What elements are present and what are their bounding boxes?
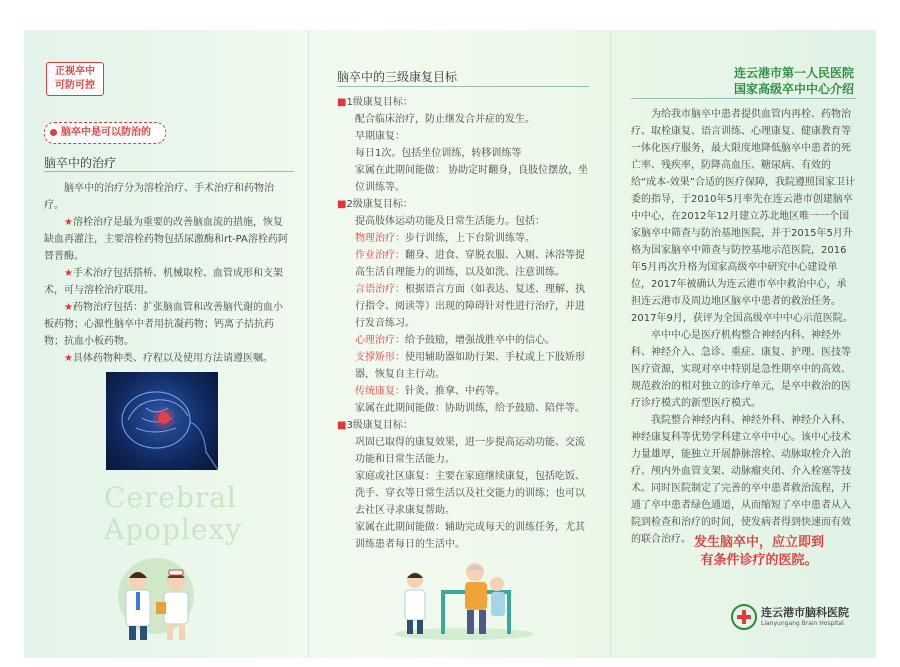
bullet-dot-icon: ■: [337, 420, 347, 431]
callout-line-2: 有条件诊疗的医院。: [700, 553, 818, 568]
level-2-head: ■2级康复目标：: [337, 199, 413, 210]
level-1-head: ■1级康复目标：: [337, 97, 413, 108]
intro-paragraph-3: 我院整合神经内科、神经外科、神经介入科、神经康复科等优势学科建立卒中中心。该中心技术力量雄厚，能独立开展静脉溶栓、动脉取栓介入治疗、颅内外血管支架、动脉瘤夹闭、介入栓塞等技术。同时医院制定了完善的卒中患者救治流程，开通了卒中患者绿色通道，从而缩短了卒中患者从入院到检查和治疗的时间，使发病者得到快速而有效的联合治疗。: [631, 415, 851, 545]
bullet-dot-icon: ■: [337, 97, 347, 108]
title-underline: [631, 98, 856, 99]
apoplexy-word: Apoplexy: [104, 513, 243, 546]
level-2-item-psych: 心理治疗：给予鼓励，增强战胜卒中的信心。: [355, 335, 555, 346]
middle-title-underline: [337, 86, 589, 87]
middle-panel: [309, 30, 610, 658]
level-2-home: 家属在此期间能做：协助训练，给予鼓励、陪伴等。: [355, 403, 585, 414]
badge: [46, 62, 104, 96]
level-2-intro: 提高肢体运动功能及日常生活能力。包括：: [355, 216, 545, 227]
star-icon: ★: [64, 302, 73, 313]
level-2-item-speech: 言语治疗：根据语言方面（如表达、复述、理解、执行指令、阅读等）出现的障碍针对性进行治疗，并进行发音练习。: [355, 284, 585, 329]
logo-name-en: Lianyungang Brain Hospital: [761, 620, 844, 627]
section-underline: [44, 171, 294, 172]
star-icon: ★: [64, 353, 73, 364]
level-1-line-3: 每日1次。包括坐位训练，转移训练等: [355, 148, 522, 159]
level-3-home-1: 家庭或社区康复：主要在家庭继续康复，包括吃饭、洗手、穿衣等日常生活以及社交能力的训练；也可以去社区寻求康复帮助。: [355, 471, 585, 516]
slogan-bar: [44, 122, 166, 144]
level-3-head: ■3级康复目标：: [337, 420, 413, 431]
bullet-2: ★手术治疗包括搭桥、机械取栓、血管成形和支架术，可与溶栓治疗联用。: [44, 268, 283, 296]
level-1-line-1: 配合临床治疗，防止继发合并症的发生。: [355, 114, 535, 125]
cerebral-watermark: [104, 482, 242, 546]
bullet-1: ★溶栓治疗是最为重要的改善脑血流的措施，恢复缺血再灌注，主要溶栓药物包括尿激酶和rt-PA溶栓药阿替普酶。: [44, 217, 288, 262]
badge-line-1: 正视卒中: [55, 66, 95, 77]
badge-line-2: 可防可控: [55, 80, 95, 91]
intro-paragraph-1: 为给我市脑卒中患者提供血管内再栓、药物治疗、取栓康复、语言训练、心理康复、健康教育等一体化医疗服务，最大限度地降低脑卒中患者的死亡率、残疾率，防降高血压、糖尿病、有效的给“成本-效果”合适的医疗保障，我院遵照国家卫计委的指导，于2010年5月率先在连云港市创建脑卒中中心，在2012年12月建立苏北地区唯一一个国家脑卒中筛查与防治基地医院，并于2015年5月升格为国家脑卒中筛查与防控基地示范医院，2016年5月再次升格为国家高级卒中研究中心建设单位，2017年被确认为连云港市卒中救治中心，承担连云港市及周边地区脑卒中患者的救治任务。2017年9月，获评为全国高级卒中中心示范医院。: [631, 109, 855, 324]
bullet-4: ★具体药物种类、疗程以及使用方法请遵医嘱。: [64, 353, 273, 364]
left-panel: [24, 30, 308, 658]
logo-name-cn: 连云港市脑科医院: [761, 606, 849, 619]
callout-line-1: 发生脑卒中，应立即到: [693, 535, 824, 550]
level-1-home: 家属在此期间能做： 协助定时翻身，良肢位摆放，坐位训练等。: [355, 165, 589, 193]
hospital-logo: [731, 602, 871, 636]
center-subtitle: 国家高级卒中中心介绍: [733, 82, 854, 96]
bullet-dot-icon: ■: [337, 199, 347, 210]
star-icon: ★: [64, 268, 73, 279]
slogan-dot-icon: [50, 129, 57, 136]
cerebral-word: Cerebral: [104, 481, 237, 514]
treatment-text: [44, 180, 292, 367]
section-title: 脑卒中的治疗: [44, 156, 117, 170]
level-2-item-physio: 物理治疗：步行训练，上下台阶训练等。: [355, 233, 535, 244]
intro-paragraph-2: 卒中中心是医疗机构整合神经内科、神经外科、神经介入、急诊、重症、康复、护理、医技等医疗资源，实现对卒中特别是急性期卒中的高效、规范救治的相对独立的诊疗单元，是卒中救治的医疗诊疗模式的新型医疗模式。: [631, 330, 851, 409]
bullet-3: ★药物治疗包括：扩张脑血管和改善脑代谢的血小板药物；心源性脑卒中者用抗凝药物；钙离子拮抗药物；抗血小板药物。: [44, 302, 283, 347]
slogan: 脑卒中是可以防治的: [61, 127, 151, 138]
level-3-text: 巩固已取得的康复效果，进一步提高运动功能、交流功能和日常生活能力。: [355, 437, 585, 465]
level-1-line-2: 早期康复：: [355, 131, 405, 142]
level-3-home-2: 家属在此期间能做：辅助完成每天的训练任务，尤其训练患者每日的生活中。: [355, 522, 585, 550]
doctors-illustration: [106, 550, 218, 646]
red-cross-logo-icon: [731, 604, 757, 630]
level-2-item-occupational: 作业治疗：翻身、进食、穿脱衣服、入厕、沐浴等提高生活自理能力的训练，以及如洗、注意训练。: [355, 250, 585, 278]
star-icon: ★: [64, 217, 73, 228]
hospital-title: 连云港市第一人民医院: [733, 66, 854, 80]
level-2-item-orthotic: 支撑矫形：使用辅助器如助行架、手杖或上下肢矫形器，恢复自主行动。: [355, 352, 585, 380]
brain-image: [106, 372, 218, 470]
intro-text-block: [631, 106, 856, 548]
level-2-item-traditional: 传统康复：针灸、推拿、中药等。: [355, 386, 505, 397]
intro-text: 脑卒中的治疗分为溶栓治疗、手术治疗和药物治疗。: [44, 183, 274, 211]
rehab-text: [337, 94, 589, 553]
right-panel: [611, 30, 876, 658]
middle-title: 脑卒中的三级康复目标: [337, 70, 458, 84]
rehab-illustration: [389, 550, 539, 642]
callout: [659, 534, 859, 570]
